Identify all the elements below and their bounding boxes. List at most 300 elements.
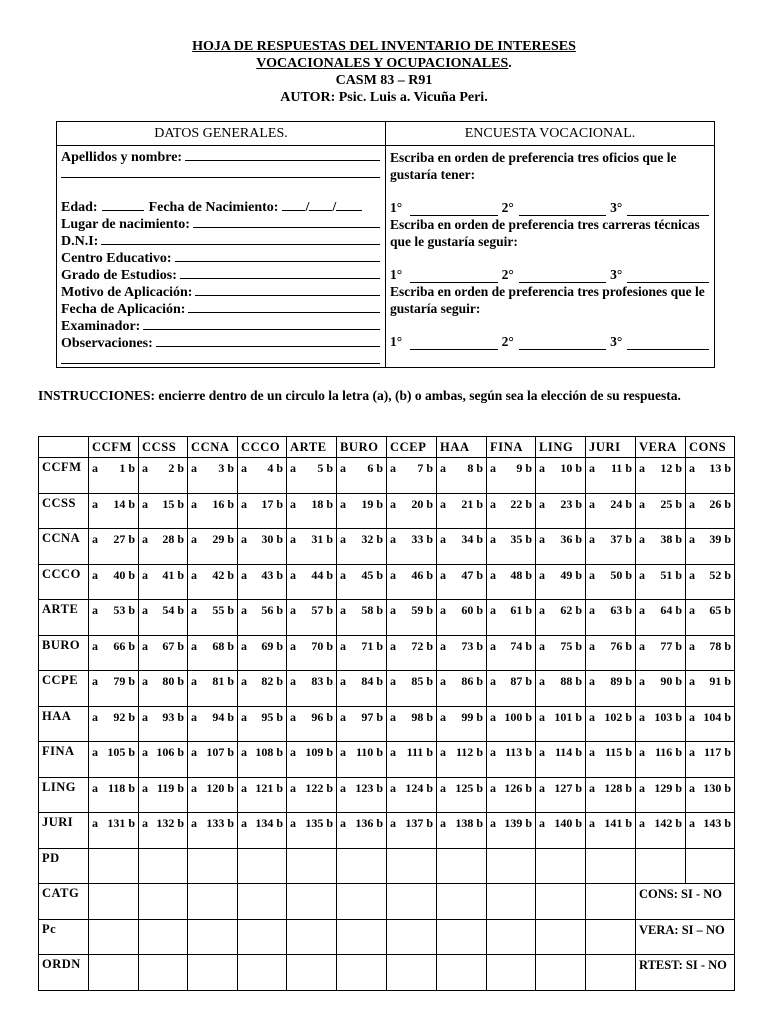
option-a[interactable]: a bbox=[340, 567, 346, 582]
answer-cell-5[interactable] bbox=[287, 458, 337, 494]
option-a[interactable]: a bbox=[689, 603, 695, 617]
score-cell[interactable] bbox=[586, 884, 636, 920]
option-b[interactable]: b bbox=[376, 816, 383, 830]
option-b[interactable]: b bbox=[326, 567, 333, 582]
option-a[interactable]: a bbox=[142, 567, 148, 582]
answer-cell-51[interactable] bbox=[636, 564, 686, 600]
option-b[interactable]: b bbox=[476, 638, 483, 653]
option-b[interactable]: b bbox=[128, 532, 135, 546]
answer-cell-53[interactable] bbox=[89, 600, 139, 636]
option-b[interactable]: b bbox=[724, 567, 731, 582]
option-a[interactable]: a bbox=[390, 780, 396, 795]
option-b[interactable]: b bbox=[276, 638, 283, 653]
option-a[interactable]: a bbox=[340, 461, 346, 475]
centro-educativo-field[interactable]: Centro Educativo: bbox=[61, 250, 380, 267]
answer-cell-125[interactable] bbox=[437, 777, 487, 813]
option-a[interactable]: a bbox=[191, 532, 197, 546]
score-cell[interactable] bbox=[337, 955, 387, 991]
option-b[interactable]: b bbox=[227, 567, 234, 582]
answer-cell-98[interactable] bbox=[387, 706, 437, 742]
answer-cell-45[interactable] bbox=[337, 564, 387, 600]
answer-cell-141[interactable] bbox=[586, 813, 636, 849]
answer-cell-26[interactable] bbox=[686, 493, 735, 529]
option-a[interactable]: a bbox=[689, 461, 695, 475]
answer-cell-19[interactable] bbox=[337, 493, 387, 529]
answer-cell-67[interactable] bbox=[139, 635, 188, 671]
score-cell[interactable] bbox=[636, 848, 686, 884]
score-cell[interactable] bbox=[536, 848, 586, 884]
option-b[interactable]: b bbox=[177, 496, 184, 511]
option-a[interactable]: a bbox=[589, 496, 595, 511]
answer-cell-44[interactable] bbox=[287, 564, 337, 600]
option-a[interactable]: a bbox=[440, 709, 446, 724]
option-a[interactable]: a bbox=[290, 496, 296, 511]
option-b[interactable]: b bbox=[426, 496, 433, 511]
score-cell[interactable] bbox=[238, 955, 287, 991]
answer-cell-23[interactable] bbox=[536, 493, 586, 529]
option-b[interactable]: b bbox=[426, 816, 433, 830]
score-cell[interactable] bbox=[139, 848, 188, 884]
answer-cell-113[interactable] bbox=[487, 742, 536, 778]
option-b[interactable]: b bbox=[227, 603, 234, 617]
option-b[interactable]: b bbox=[426, 745, 433, 759]
option-a[interactable]: a bbox=[241, 816, 247, 830]
answer-cell-75[interactable] bbox=[536, 635, 586, 671]
answer-cell-58[interactable] bbox=[337, 600, 387, 636]
score-cell[interactable] bbox=[188, 884, 238, 920]
answer-cell-12[interactable] bbox=[636, 458, 686, 494]
option-b[interactable]: b bbox=[724, 496, 731, 511]
option-b[interactable]: b bbox=[625, 709, 632, 724]
option-a[interactable]: a bbox=[490, 603, 496, 617]
answer-cell-11[interactable] bbox=[586, 458, 636, 494]
score-cell[interactable] bbox=[536, 919, 586, 955]
option-b[interactable]: b bbox=[476, 567, 483, 582]
score-cell[interactable] bbox=[89, 848, 139, 884]
answer-cell-85[interactable] bbox=[387, 671, 437, 707]
answer-cell-18[interactable] bbox=[287, 493, 337, 529]
answer-cell-39[interactable] bbox=[686, 529, 735, 565]
option-b[interactable]: b bbox=[476, 780, 483, 795]
answer-cell-137[interactable] bbox=[387, 813, 437, 849]
answer-cell-81[interactable] bbox=[188, 671, 238, 707]
option-a[interactable]: a bbox=[490, 745, 496, 759]
option-a[interactable]: a bbox=[191, 638, 197, 653]
answer-cell-54[interactable] bbox=[139, 600, 188, 636]
option-a[interactable]: a bbox=[440, 745, 446, 759]
option-b[interactable]: b bbox=[128, 816, 135, 830]
fecha-aplicacion-field[interactable]: Fecha de Aplicación: bbox=[61, 301, 380, 318]
answer-cell-88[interactable] bbox=[536, 671, 586, 707]
option-a[interactable]: a bbox=[440, 674, 446, 688]
option-a[interactable]: a bbox=[92, 567, 98, 582]
option-b[interactable]: b bbox=[675, 461, 682, 475]
answer-cell-61[interactable] bbox=[487, 600, 536, 636]
option-a[interactable]: a bbox=[689, 816, 695, 830]
option-a[interactable]: a bbox=[689, 709, 695, 724]
option-a[interactable]: a bbox=[490, 709, 496, 724]
option-b[interactable]: b bbox=[625, 461, 632, 475]
option-a[interactable]: a bbox=[191, 709, 197, 724]
answer-cell-123[interactable] bbox=[337, 777, 387, 813]
option-b[interactable]: b bbox=[177, 745, 184, 759]
answer-cell-9[interactable] bbox=[487, 458, 536, 494]
option-b[interactable]: b bbox=[227, 674, 234, 688]
score-cell[interactable] bbox=[139, 884, 188, 920]
answer-cell-90[interactable] bbox=[636, 671, 686, 707]
option-a[interactable]: a bbox=[589, 745, 595, 759]
score-cell[interactable] bbox=[586, 848, 636, 884]
score-cell[interactable] bbox=[487, 884, 536, 920]
option-a[interactable]: a bbox=[639, 567, 645, 582]
option-a[interactable]: a bbox=[340, 674, 346, 688]
option-b[interactable]: b bbox=[525, 567, 532, 582]
observaciones-field[interactable]: Observaciones: bbox=[61, 335, 380, 352]
option-a[interactable]: a bbox=[390, 638, 396, 653]
option-b[interactable]: b bbox=[724, 461, 731, 475]
score-cell[interactable] bbox=[188, 919, 238, 955]
option-b[interactable]: b bbox=[625, 674, 632, 688]
option-a[interactable]: a bbox=[589, 674, 595, 688]
option-b[interactable]: b bbox=[276, 745, 283, 759]
score-cell[interactable] bbox=[487, 848, 536, 884]
answer-cell-122[interactable] bbox=[287, 777, 337, 813]
option-b[interactable]: b bbox=[675, 780, 682, 795]
option-b[interactable]: b bbox=[128, 638, 135, 653]
option-b[interactable]: b bbox=[376, 674, 383, 688]
answer-cell-33[interactable] bbox=[387, 529, 437, 565]
answer-cell-71[interactable] bbox=[337, 635, 387, 671]
option-b[interactable]: b bbox=[227, 496, 234, 511]
option-a[interactable]: a bbox=[340, 816, 346, 830]
option-b[interactable]: b bbox=[326, 709, 333, 724]
option-a[interactable]: a bbox=[390, 496, 396, 511]
option-a[interactable]: a bbox=[539, 567, 545, 582]
option-a[interactable]: a bbox=[241, 567, 247, 582]
option-a[interactable]: a bbox=[689, 674, 695, 688]
answer-cell-62[interactable] bbox=[536, 600, 586, 636]
option-b[interactable]: b bbox=[177, 780, 184, 795]
option-a[interactable]: a bbox=[390, 674, 396, 688]
option-b[interactable]: b bbox=[326, 603, 333, 617]
option-a[interactable]: a bbox=[142, 816, 148, 830]
option-a[interactable]: a bbox=[340, 745, 346, 759]
option-a[interactable]: a bbox=[390, 461, 396, 475]
option-b[interactable]: b bbox=[575, 638, 582, 653]
option-a[interactable]: a bbox=[390, 745, 396, 759]
answer-cell-32[interactable] bbox=[337, 529, 387, 565]
option-b[interactable]: b bbox=[276, 461, 283, 475]
option-a[interactable]: a bbox=[589, 461, 595, 475]
option-b[interactable]: b bbox=[376, 496, 383, 511]
option-a[interactable]: a bbox=[241, 709, 247, 724]
option-b[interactable]: b bbox=[426, 603, 433, 617]
examinador-field[interactable]: Examinador: bbox=[61, 318, 380, 335]
option-b[interactable]: b bbox=[227, 816, 234, 830]
answer-cell-132[interactable] bbox=[139, 813, 188, 849]
answer-cell-128[interactable] bbox=[586, 777, 636, 813]
answer-cell-110[interactable] bbox=[337, 742, 387, 778]
option-b[interactable]: b bbox=[276, 532, 283, 546]
option-b[interactable]: b bbox=[724, 674, 731, 688]
score-cell[interactable] bbox=[89, 919, 139, 955]
option-a[interactable]: a bbox=[639, 709, 645, 724]
option-b[interactable]: b bbox=[426, 709, 433, 724]
answer-cell-1[interactable] bbox=[89, 458, 139, 494]
answer-cell-15[interactable] bbox=[139, 493, 188, 529]
option-a[interactable]: a bbox=[639, 532, 645, 546]
option-b[interactable]: b bbox=[227, 532, 234, 546]
option-a[interactable]: a bbox=[539, 709, 545, 724]
score-cell[interactable] bbox=[387, 955, 437, 991]
answer-cell-107[interactable] bbox=[188, 742, 238, 778]
answer-cell-68[interactable] bbox=[188, 635, 238, 671]
answer-cell-43[interactable] bbox=[238, 564, 287, 600]
score-cell[interactable] bbox=[686, 848, 735, 884]
option-b[interactable]: b bbox=[724, 603, 731, 617]
answer-cell-35[interactable] bbox=[487, 529, 536, 565]
answer-cell-27[interactable] bbox=[89, 529, 139, 565]
answer-cell-22[interactable] bbox=[487, 493, 536, 529]
option-a[interactable]: a bbox=[191, 603, 197, 617]
option-b[interactable]: b bbox=[476, 745, 483, 759]
answer-cell-49[interactable] bbox=[536, 564, 586, 600]
option-b[interactable]: b bbox=[575, 709, 582, 724]
answer-cell-65[interactable] bbox=[686, 600, 735, 636]
answer-cell-60[interactable] bbox=[437, 600, 487, 636]
apellidos-field[interactable]: Apellidos y nombre: bbox=[61, 149, 380, 166]
dni-field[interactable]: D.N.I: bbox=[61, 233, 380, 250]
option-b[interactable]: b bbox=[575, 674, 582, 688]
option-a[interactable]: a bbox=[142, 709, 148, 724]
score-cell[interactable] bbox=[387, 919, 437, 955]
option-b[interactable]: b bbox=[376, 638, 383, 653]
answer-cell-20[interactable] bbox=[387, 493, 437, 529]
option-b[interactable]: b bbox=[575, 816, 582, 830]
option-a[interactable]: a bbox=[92, 496, 98, 511]
score-cell[interactable] bbox=[487, 919, 536, 955]
score-cell[interactable] bbox=[238, 919, 287, 955]
option-a[interactable]: a bbox=[340, 532, 346, 546]
answer-cell-66[interactable] bbox=[89, 635, 139, 671]
option-a[interactable]: a bbox=[390, 532, 396, 546]
answer-cell-30[interactable] bbox=[238, 529, 287, 565]
option-a[interactable]: a bbox=[390, 709, 396, 724]
option-b[interactable]: b bbox=[476, 532, 483, 546]
option-a[interactable]: a bbox=[191, 780, 197, 795]
score-cell[interactable] bbox=[188, 848, 238, 884]
option-b[interactable]: b bbox=[426, 567, 433, 582]
option-a[interactable]: a bbox=[340, 780, 346, 795]
option-b[interactable]: b bbox=[177, 674, 184, 688]
option-b[interactable]: b bbox=[227, 745, 234, 759]
option-b[interactable]: b bbox=[128, 567, 135, 582]
option-b[interactable]: b bbox=[276, 816, 283, 830]
option-a[interactable]: a bbox=[589, 780, 595, 795]
answer-cell-79[interactable] bbox=[89, 671, 139, 707]
answer-cell-96[interactable] bbox=[287, 706, 337, 742]
option-b[interactable]: b bbox=[525, 709, 532, 724]
option-a[interactable]: a bbox=[639, 603, 645, 617]
score-cell[interactable] bbox=[437, 955, 487, 991]
option-a[interactable]: a bbox=[92, 816, 98, 830]
answer-cell-77[interactable] bbox=[636, 635, 686, 671]
option-b[interactable]: b bbox=[426, 674, 433, 688]
grado-estudios-field[interactable]: Grado de Estudios: bbox=[61, 267, 380, 284]
answer-cell-133[interactable] bbox=[188, 813, 238, 849]
option-a[interactable]: a bbox=[440, 496, 446, 511]
option-b[interactable]: b bbox=[326, 745, 333, 759]
answer-cell-37[interactable] bbox=[586, 529, 636, 565]
option-a[interactable]: a bbox=[290, 638, 296, 653]
score-cell[interactable] bbox=[287, 955, 337, 991]
option-a[interactable]: a bbox=[241, 532, 247, 546]
score-cell[interactable] bbox=[89, 955, 139, 991]
option-a[interactable]: a bbox=[92, 745, 98, 759]
lugar-nacimiento-field[interactable]: Lugar de nacimiento: bbox=[61, 216, 380, 233]
option-a[interactable]: a bbox=[142, 496, 148, 511]
option-b[interactable]: b bbox=[675, 674, 682, 688]
option-a[interactable]: a bbox=[92, 638, 98, 653]
score-cell[interactable] bbox=[188, 955, 238, 991]
answer-cell-17[interactable] bbox=[238, 493, 287, 529]
option-a[interactable]: a bbox=[440, 567, 446, 582]
option-b[interactable]: b bbox=[525, 638, 532, 653]
option-b[interactable]: b bbox=[426, 532, 433, 546]
option-b[interactable]: b bbox=[128, 461, 135, 475]
answer-cell-28[interactable] bbox=[139, 529, 188, 565]
answer-cell-114[interactable] bbox=[536, 742, 586, 778]
option-a[interactable]: a bbox=[290, 780, 296, 795]
option-b[interactable]: b bbox=[177, 567, 184, 582]
score-cell[interactable] bbox=[287, 848, 337, 884]
answer-cell-40[interactable] bbox=[89, 564, 139, 600]
option-b[interactable]: b bbox=[525, 816, 532, 830]
option-b[interactable]: b bbox=[575, 496, 582, 511]
option-a[interactable]: a bbox=[539, 532, 545, 546]
option-b[interactable]: b bbox=[476, 496, 483, 511]
answer-cell-102[interactable] bbox=[586, 706, 636, 742]
option-a[interactable]: a bbox=[290, 674, 296, 688]
answer-cell-8[interactable] bbox=[437, 458, 487, 494]
option-b[interactable]: b bbox=[724, 780, 731, 795]
option-a[interactable]: a bbox=[290, 532, 296, 546]
option-b[interactable]: b bbox=[177, 709, 184, 724]
option-b[interactable]: b bbox=[525, 674, 532, 688]
option-a[interactable]: a bbox=[440, 461, 446, 475]
option-b[interactable]: b bbox=[426, 638, 433, 653]
answer-cell-134[interactable] bbox=[238, 813, 287, 849]
answer-cell-56[interactable] bbox=[238, 600, 287, 636]
option-a[interactable]: a bbox=[689, 496, 695, 511]
option-a[interactable]: a bbox=[340, 603, 346, 617]
answer-cell-3[interactable] bbox=[188, 458, 238, 494]
answer-cell-140[interactable] bbox=[536, 813, 586, 849]
score-cell[interactable] bbox=[536, 884, 586, 920]
option-b[interactable]: b bbox=[625, 496, 632, 511]
option-a[interactable]: a bbox=[490, 532, 496, 546]
option-a[interactable]: a bbox=[390, 816, 396, 830]
option-a[interactable]: a bbox=[589, 532, 595, 546]
option-a[interactable]: a bbox=[241, 745, 247, 759]
answer-cell-70[interactable] bbox=[287, 635, 337, 671]
option-a[interactable]: a bbox=[639, 780, 645, 795]
answer-cell-100[interactable] bbox=[487, 706, 536, 742]
option-b[interactable]: b bbox=[177, 816, 184, 830]
answer-cell-87[interactable] bbox=[487, 671, 536, 707]
option-b[interactable]: b bbox=[575, 532, 582, 546]
answer-cell-136[interactable] bbox=[337, 813, 387, 849]
answer-cell-106[interactable] bbox=[139, 742, 188, 778]
option-b[interactable]: b bbox=[276, 709, 283, 724]
answer-cell-13[interactable] bbox=[686, 458, 735, 494]
answer-cell-126[interactable] bbox=[487, 777, 536, 813]
option-b[interactable]: b bbox=[625, 780, 632, 795]
option-b[interactable]: b bbox=[177, 638, 184, 653]
option-b[interactable]: b bbox=[724, 532, 731, 546]
option-a[interactable]: a bbox=[639, 816, 645, 830]
option-b[interactable]: b bbox=[326, 674, 333, 688]
option-b[interactable]: b bbox=[675, 816, 682, 830]
option-a[interactable]: a bbox=[539, 638, 545, 653]
option-a[interactable]: a bbox=[290, 745, 296, 759]
option-a[interactable]: a bbox=[92, 674, 98, 688]
score-cell[interactable] bbox=[337, 919, 387, 955]
answer-cell-118[interactable] bbox=[89, 777, 139, 813]
answer-cell-47[interactable] bbox=[437, 564, 487, 600]
option-a[interactable]: a bbox=[490, 674, 496, 688]
answer-cell-31[interactable] bbox=[287, 529, 337, 565]
option-b[interactable]: b bbox=[525, 603, 532, 617]
option-a[interactable]: a bbox=[191, 745, 197, 759]
answer-cell-115[interactable] bbox=[586, 742, 636, 778]
option-a[interactable]: a bbox=[241, 638, 247, 653]
answer-cell-82[interactable] bbox=[238, 671, 287, 707]
answer-cell-86[interactable] bbox=[437, 671, 487, 707]
option-b[interactable]: b bbox=[276, 674, 283, 688]
option-b[interactable]: b bbox=[476, 674, 483, 688]
option-b[interactable]: b bbox=[326, 816, 333, 830]
option-b[interactable]: b bbox=[227, 638, 234, 653]
option-b[interactable]: b bbox=[675, 709, 682, 724]
answer-cell-24[interactable] bbox=[586, 493, 636, 529]
option-a[interactable]: a bbox=[92, 709, 98, 724]
answer-cell-78[interactable] bbox=[686, 635, 735, 671]
option-b[interactable]: b bbox=[575, 745, 582, 759]
answer-cell-63[interactable] bbox=[586, 600, 636, 636]
answer-cell-94[interactable] bbox=[188, 706, 238, 742]
answer-cell-91[interactable] bbox=[686, 671, 735, 707]
option-b[interactable]: b bbox=[376, 532, 383, 546]
answer-cell-112[interactable] bbox=[437, 742, 487, 778]
answer-cell-36[interactable] bbox=[536, 529, 586, 565]
option-a[interactable]: a bbox=[539, 461, 545, 475]
answer-cell-109[interactable] bbox=[287, 742, 337, 778]
option-a[interactable]: a bbox=[539, 745, 545, 759]
score-cell[interactable] bbox=[238, 848, 287, 884]
option-a[interactable]: a bbox=[340, 638, 346, 653]
option-b[interactable]: b bbox=[625, 745, 632, 759]
option-a[interactable]: a bbox=[539, 674, 545, 688]
option-b[interactable]: b bbox=[128, 603, 135, 617]
score-cell[interactable] bbox=[238, 884, 287, 920]
option-a[interactable]: a bbox=[142, 745, 148, 759]
answer-cell-76[interactable] bbox=[586, 635, 636, 671]
option-a[interactable]: a bbox=[191, 461, 197, 475]
option-a[interactable]: a bbox=[589, 567, 595, 582]
option-b[interactable]: b bbox=[525, 461, 532, 475]
option-a[interactable]: a bbox=[241, 603, 247, 617]
